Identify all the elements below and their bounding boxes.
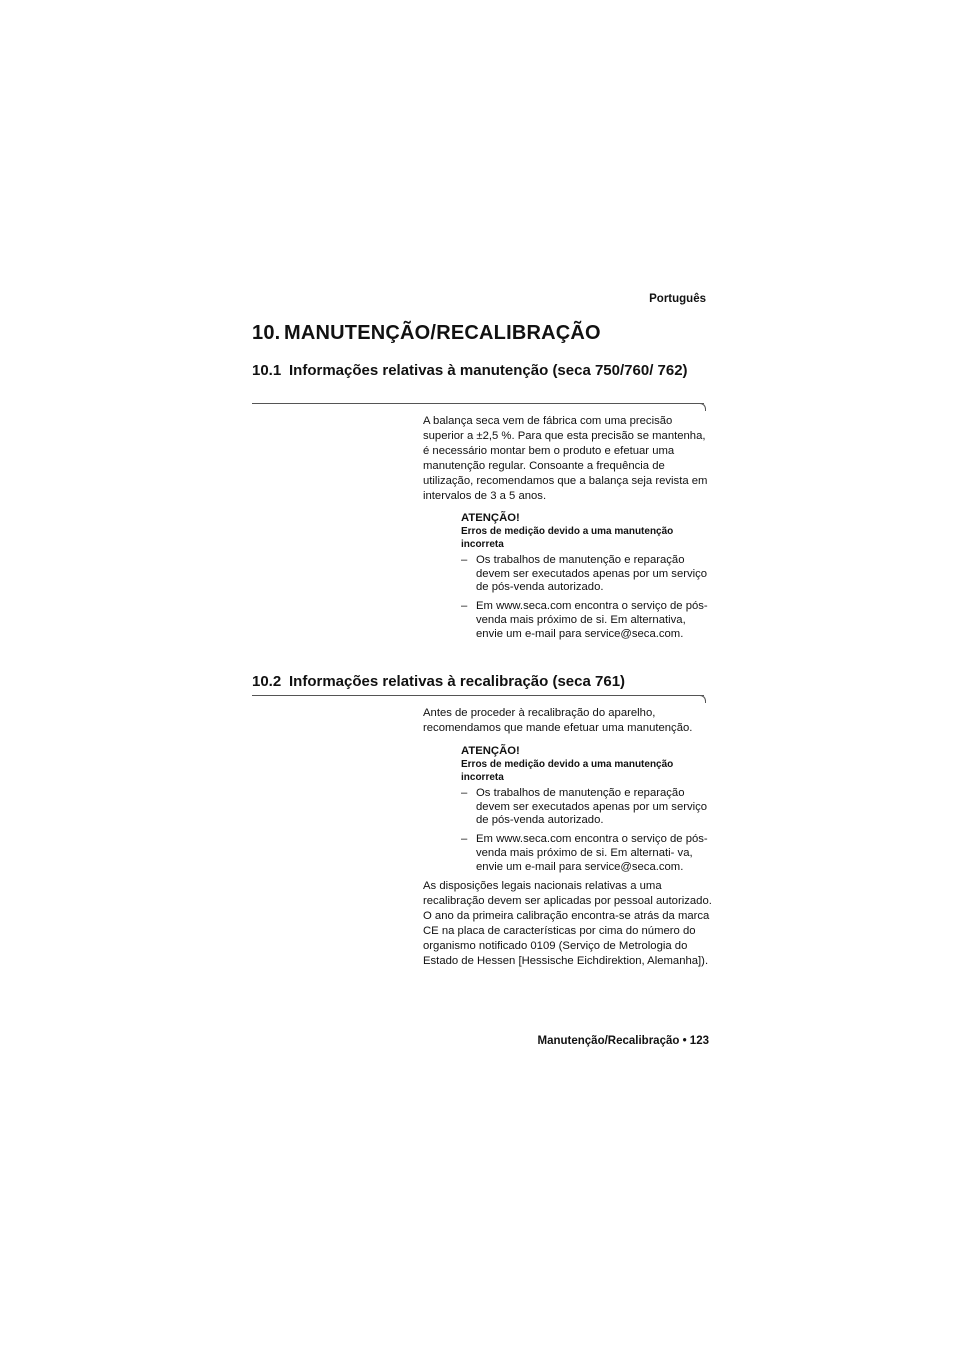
- list-item-text: Em www.seca.com encontra o serviço de pós-venda mais próximo de si. Em alternati- va, envie um e-mail para service@seca.com.: [476, 833, 708, 873]
- section-divider: [252, 403, 704, 404]
- warning-list: [461, 554, 711, 641]
- section-2-body-continued: [423, 879, 713, 969]
- dash-bullet: –: [461, 600, 468, 613]
- section-divider: [252, 695, 704, 696]
- warning-subtitle: Erros de medição devido a uma manutenção incorreta: [461, 526, 674, 550]
- chapter-heading: [252, 322, 601, 345]
- page-footer: Manutenção/Recalibração • 123: [537, 1035, 709, 1047]
- warning-block-1: [461, 511, 711, 646]
- list-item-text: Em www.seca.com encontra o serviço de pós-venda mais próximo de si. Em alternativa, envie um e-mail para service@seca.com.: [476, 600, 708, 640]
- language-label: Português: [649, 293, 706, 305]
- list-item-text: Os trabalhos de manutenção e reparação devem ser executados apenas por um serviço de pós-venda autorizado.: [476, 787, 708, 827]
- chapter-number: 10.: [252, 322, 281, 344]
- paragraph: As disposições legais nacionais relativas a uma recalibração devem ser aplicadas por pessoal autorizado. O ano da primeira calibração encontra-se atrás da marca CE na placa de características por cima do número do organismo notificado 0109 (Serviço de Metrologia do Estado de Hessen [Hessische Eichdirektion, Alemanha]).: [423, 880, 712, 967]
- warning-title: ATENÇÃO!: [461, 512, 520, 524]
- list-item: [461, 833, 711, 874]
- section-title: Informações relativas à recalibração (seca 761): [289, 673, 626, 690]
- dash-bullet: –: [461, 833, 468, 846]
- list-item: [461, 554, 711, 595]
- section-number: 10.2: [252, 673, 282, 690]
- list-item: [461, 600, 711, 641]
- warning-title: ATENÇÃO!: [461, 745, 520, 757]
- dash-bullet: –: [461, 787, 468, 799]
- chapter-title: MANUTENÇÃO/RECALIBRAÇÃO: [284, 322, 601, 344]
- section-title: Informações relativas à manutenção (seca 750/760/ 762): [289, 362, 688, 379]
- warning-list: [461, 787, 711, 874]
- list-item-text: Os trabalhos de manutenção e reparação devem ser executados apenas por um serviço de pós-venda autorizado.: [476, 554, 708, 594]
- section-2-body: [423, 706, 713, 736]
- divider-corner: [699, 403, 706, 411]
- list-item: [461, 787, 711, 828]
- paragraph: A balança seca vem de fábrica com uma precisão superior a ±2,5 %. Para que esta precisão se mantenha, é necessário montar bem o produto e efetuar uma manutenção regular. Consoante a frequência de utilização, recomendamos que a balança seja revista em intervalos de 3 a 5 anos.: [423, 415, 708, 502]
- section-heading-2: [252, 672, 712, 691]
- warning-subtitle: Erros de medição devido a uma manutenção incorreta: [461, 759, 674, 783]
- section-number: 10.1: [252, 362, 282, 379]
- dash-bullet: –: [461, 554, 468, 566]
- section-heading-1: [252, 361, 712, 380]
- warning-block-2: [461, 744, 711, 879]
- paragraph: Antes de proceder à recalibração do aparelho, recomendamos que mande efetuar uma manutenção.: [423, 707, 693, 734]
- section-1-body: [423, 414, 713, 504]
- divider-corner: [699, 695, 706, 703]
